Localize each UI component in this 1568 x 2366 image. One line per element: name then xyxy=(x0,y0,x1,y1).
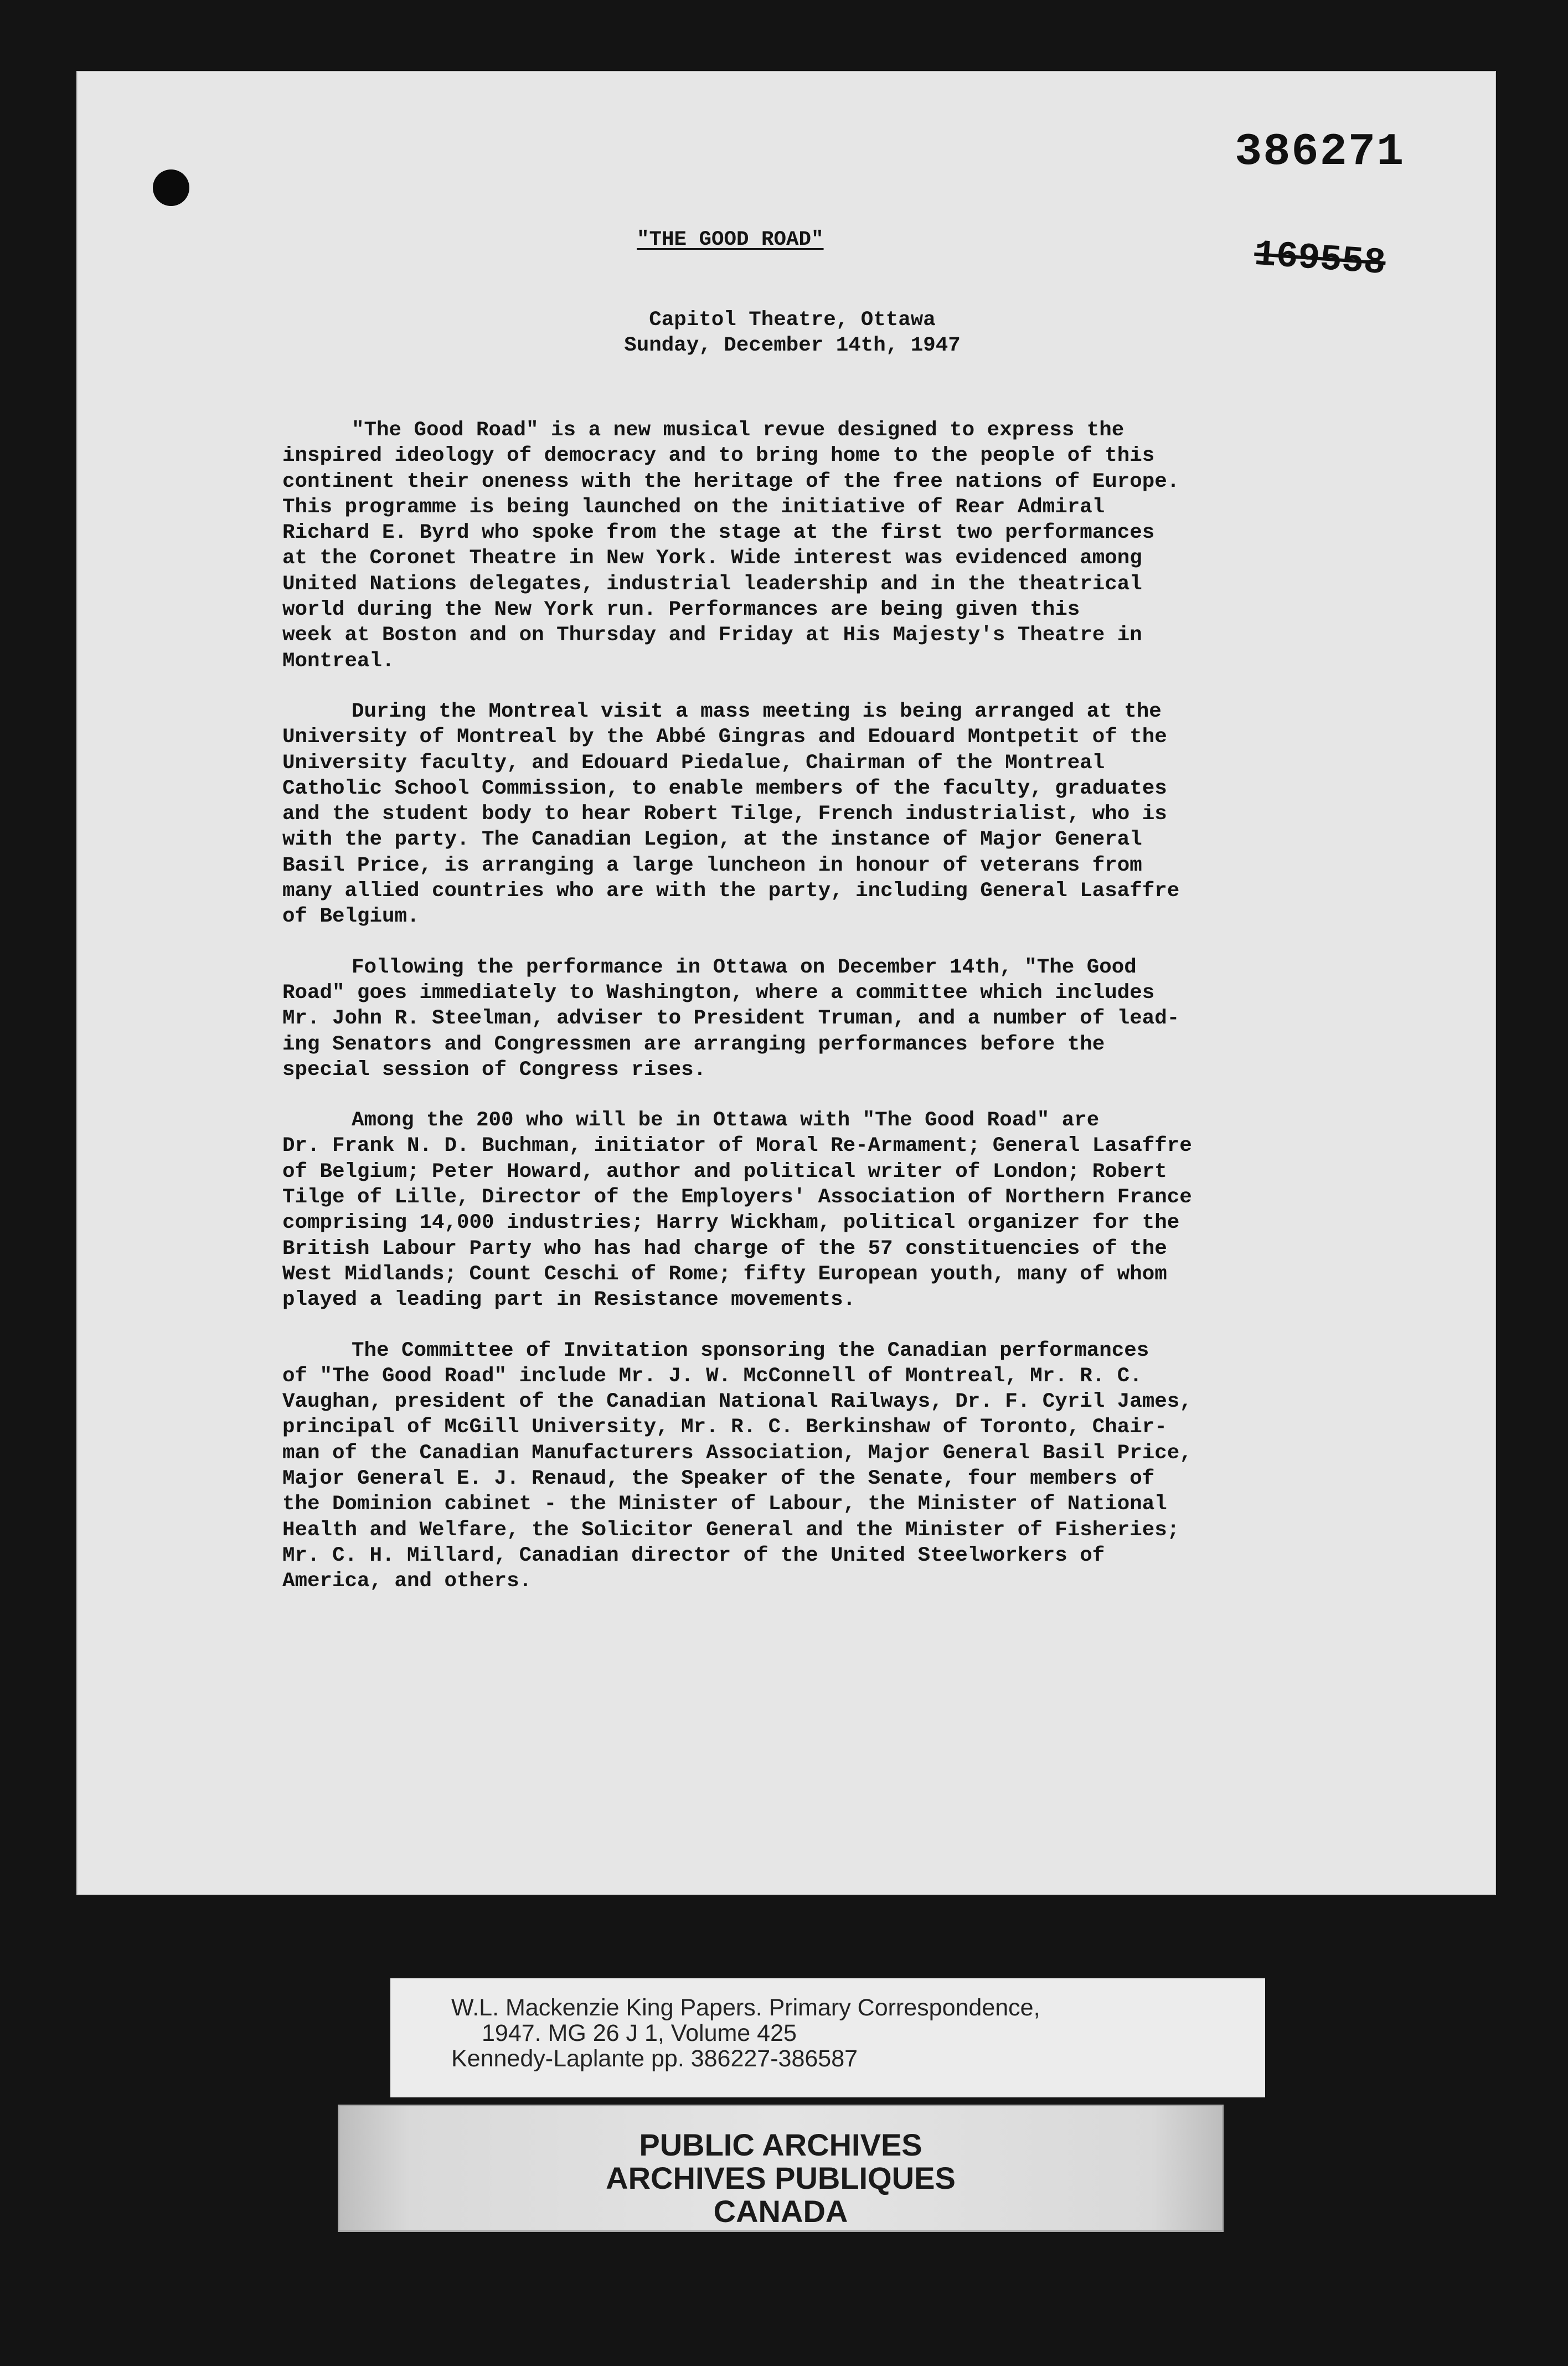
text-line: the Dominion cabinet - the Minister of Labour, the Minister of National xyxy=(282,1493,1167,1516)
text-line: Following the performance in Ottawa on December 14th, "The Good xyxy=(352,955,1137,979)
text-line: "The Good Road" is a new musical revue designed to express the xyxy=(352,419,1125,442)
paragraph xyxy=(282,955,1334,1083)
text-line: with the party. The Canadian Legion, at the instance of Major General xyxy=(282,828,1142,852)
text-line: played a leading part in Resistance movements. xyxy=(282,1288,856,1312)
text-line: Catholic School Commission, to enable members of the faculty, graduates xyxy=(282,776,1167,800)
archive-citation-label xyxy=(390,1978,1265,2097)
venue: Capitol Theatre, Ottawa xyxy=(649,308,936,332)
paragraph xyxy=(282,1108,1334,1313)
text-line: Richard E. Byrd who spoke from the stage at the first two performances xyxy=(282,521,1155,545)
text-line: America, and others. xyxy=(282,1570,532,1593)
text-line: many allied countries who are with the party, including General Lasaffre xyxy=(282,879,1180,903)
text-line: During the Montreal visit a mass meeting is being arranged at the xyxy=(352,699,1162,723)
punch-hole xyxy=(153,169,189,206)
venue-block xyxy=(0,307,1568,359)
text-line: University of Montreal by the Abbé Gingras and Edouard Montpetit of the xyxy=(282,726,1167,749)
text-line: Major General E. J. Renaud, the Speaker of the Senate, four members of xyxy=(282,1467,1155,1490)
text-line: Health and Welfare, the Solicitor General and the Minister of Fisheries; xyxy=(282,1518,1180,1542)
reference-number: 386271 xyxy=(1235,126,1405,178)
text-line: Dr. Frank N. D. Buchman, initiator of Moral Re-Armament; General Lasaffre xyxy=(282,1134,1192,1158)
archive-stamp-line: ARCHIVES PUBLIQUES xyxy=(606,2161,956,2195)
archive-stamp-line: CANADA xyxy=(713,2194,848,2229)
text-line: Tilge of Lille, Director of the Employers' Association of Northern France xyxy=(282,1186,1192,1210)
text-line: Vaughan, president of the Canadian National Railways, Dr. F. Cyril James, xyxy=(282,1390,1192,1414)
text-line: Among the 200 who will be in Ottawa with "The Good Road" are xyxy=(352,1109,1100,1133)
document-body xyxy=(282,418,1334,1619)
text-line: British Labour Party who has had charge of the 57 constituencies of the xyxy=(282,1237,1167,1261)
text-line: University faculty, and Edouard Piedalue, Chairman of the Montreal xyxy=(282,751,1105,775)
text-line: United Nations delegates, industrial leadership and in the theatrical xyxy=(282,572,1142,596)
text-line: Montreal. xyxy=(282,649,395,673)
document-title: "THE GOOD ROAD" xyxy=(637,228,824,251)
text-line: week at Boston and on Thursday and Friday at His Majesty's Theatre in xyxy=(282,624,1142,647)
text-line: Basil Price, is arranging a large luncheon in honour of veterans from xyxy=(282,853,1142,877)
text-line: man of the Canadian Manufacturers Association, Major General Basil Price, xyxy=(282,1441,1192,1465)
text-line: and the student body to hear Robert Tilge, French industrialist, who is xyxy=(282,803,1167,826)
old-reference-number: 169558 xyxy=(1252,233,1387,285)
paragraph xyxy=(282,418,1334,674)
event-date: Sunday, December 14th, 1947 xyxy=(624,334,961,358)
text-line: Road" goes immediately to Washington, where a committee which includes xyxy=(282,981,1155,1005)
text-line: ing Senators and Congressmen are arranging performances before the xyxy=(282,1032,1105,1056)
text-line: inspired ideology of democracy and to bring home to the people of this xyxy=(282,444,1155,468)
archive-stamp-line: PUBLIC ARCHIVES xyxy=(639,2127,922,2162)
text-line: continent their oneness with the heritage of the free nations of Europe. xyxy=(282,470,1180,493)
archive-stamp xyxy=(338,2105,1224,2232)
citation-line: W.L. Mackenzie King Papers. Primary Correspondence, xyxy=(451,1994,1040,2021)
text-line: of Belgium. xyxy=(282,905,420,929)
text-line: special session of Congress rises. xyxy=(282,1058,706,1082)
text-line: This programme is being launched on the initiative of Rear Admiral xyxy=(282,495,1105,519)
text-line: Mr. C. H. Millard, Canadian director of the United Steelworkers of xyxy=(282,1544,1105,1567)
paragraph xyxy=(282,699,1334,930)
text-line: of Belgium; Peter Howard, author and political writer of London; Robert xyxy=(282,1160,1167,1184)
text-line: Mr. John R. Steelman, adviser to President Truman, and a number of lead- xyxy=(282,1007,1180,1031)
paragraph xyxy=(282,1338,1334,1595)
text-line: The Committee of Invitation sponsoring the Canadian performances xyxy=(352,1339,1149,1362)
citation-line: 1947. MG 26 J 1, Volume 425 xyxy=(482,2020,797,2046)
text-line: principal of McGill University, Mr. R. C. Berkinshaw of Toronto, Chair- xyxy=(282,1416,1167,1439)
text-line: world during the New York run. Performances are being given this xyxy=(282,598,1080,622)
text-line: at the Coronet Theatre in New York. Wide interest was evidenced among xyxy=(282,547,1142,570)
citation-line: Kennedy-Laplante pp. 386227-386587 xyxy=(451,2045,858,2072)
text-line: comprising 14,000 industries; Harry Wickham, political organizer for the xyxy=(282,1211,1180,1235)
text-line: West Midlands; Count Ceschi of Rome; fifty European youth, many of whom xyxy=(282,1262,1167,1286)
text-line: of "The Good Road" include Mr. J. W. McConnell of Montreal, Mr. R. C. xyxy=(282,1364,1142,1388)
